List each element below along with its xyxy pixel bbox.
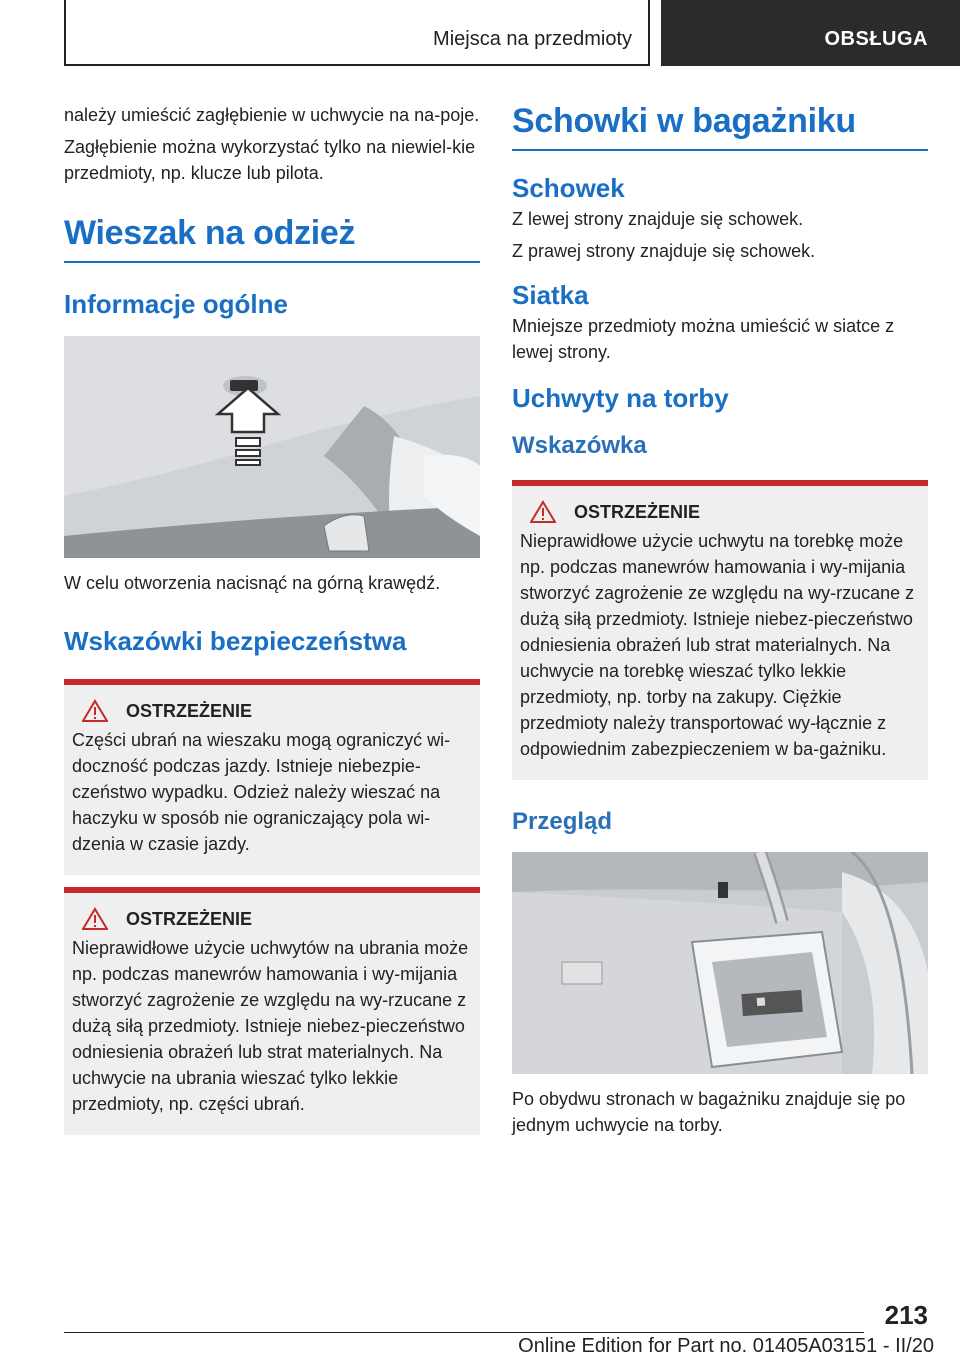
page-number: 213 bbox=[884, 1300, 928, 1330]
warning-header bbox=[72, 907, 470, 931]
trunk-image bbox=[512, 852, 928, 1074]
heading-safety: Wskazówki bezpieczeństwa bbox=[64, 626, 407, 656]
warning-box-2 bbox=[64, 887, 480, 1135]
chapter-tab bbox=[661, 0, 960, 66]
coat-hook-illustration bbox=[64, 336, 480, 558]
heading-trunk-storage: Schowki w bagażniku bbox=[512, 102, 928, 151]
trunk-illustration bbox=[512, 852, 928, 1074]
warning-title: OSTRZEŻENIE bbox=[126, 908, 253, 929]
heading-hint: Wskazówka bbox=[512, 432, 647, 459]
left-column bbox=[64, 96, 480, 1135]
heading-net: Siatka bbox=[512, 280, 589, 310]
compartment-paragraph-1: Z lewej strony znajduje się schowek. bbox=[512, 209, 804, 229]
heading-coat-hook: Wieszak na odzież bbox=[64, 214, 480, 263]
warning-triangle-icon bbox=[82, 907, 108, 931]
warning-text: Części ubrań na wieszaku mogą ograniczyć wi-doczność podczas jazdy. Istnieje niebezpie-czeństwo wypadku. Odzież należy wieszać na haczyku w sposób nie ograniczający pola wi-dzenia w czasie jazdy. bbox=[72, 730, 451, 854]
footer-divider bbox=[64, 1332, 864, 1333]
heading-bag-hooks: Uchwyty na torby bbox=[512, 383, 729, 413]
warning-triangle-icon bbox=[82, 699, 108, 723]
page-header bbox=[64, 0, 960, 66]
intro-paragraph-2: Zagłębienie można wykorzystać tylko na niewiel-kie przedmioty, np. klucze lub pilota. bbox=[64, 137, 476, 183]
right-column bbox=[512, 96, 928, 1138]
net-paragraph: Mniejsze przedmioty można umieścić w siatce z lewej strony. bbox=[512, 316, 895, 362]
chapter-title: OBSŁUGA bbox=[824, 28, 928, 50]
compartment-paragraph-2: Z prawej strony znajduje się schowek. bbox=[512, 241, 816, 261]
warning-text: Nieprawidłowe użycie uchwytów na ubrania może np. podczas manewrów hamowania i wy-mijania stworzyć zagrożenie ze względu na wy-rzucane z dużą siłą przedmioty. Istnieje niebez-pieczeństwo odniesienia obrażeń lub strat materialnych. Na uchwycie na ubrania wieszać tylko lekkie przedmioty, np. części ubrań. bbox=[72, 938, 469, 1114]
warning-box-1 bbox=[64, 679, 480, 875]
warning-box-bag bbox=[512, 480, 928, 780]
section-tab bbox=[64, 0, 650, 66]
warning-title: OSTRZEŻENIE bbox=[126, 700, 253, 721]
warning-header bbox=[72, 699, 470, 723]
warning-header bbox=[520, 500, 918, 524]
warning-title: OSTRZEŻENIE bbox=[574, 501, 701, 522]
overview-caption: Po obydwu stronach w bagażniku znajduje się po jednym uchwycie na torby. bbox=[512, 1089, 906, 1135]
section-title: Miejsca na przedmioty bbox=[433, 28, 632, 50]
image-caption: W celu otworzenia nacisnąć na górną krawędź. bbox=[64, 573, 441, 593]
edition-note: Online Edition for Part no. 01405A03151 - II/20 bbox=[518, 1335, 934, 1357]
coat-hook-image bbox=[64, 336, 480, 558]
intro-paragraph-1: należy umieścić zagłębienie w uchwycie na na-poje. bbox=[64, 105, 480, 125]
warning-text: Nieprawidłowe użycie uchwytu na torebkę może np. podczas manewrów hamowania i wy-mijania stworzyć zagrożenie ze względu na wy-rzucane z dużą siłą przedmioty. Istnieje niebez-pieczeństwo odniesienia obrażeń lub strat materialnych. Na uchwycie na torebkę wieszać tylko lekkie przedmioty, np. torby na zakupy. Ciężkie przedmioty należy transportować wy-łącznie z odpowiednim zabezpieczeniem w ba-gażniku. bbox=[520, 531, 915, 759]
heading-general-info: Informacje ogólne bbox=[64, 289, 288, 319]
heading-compartment: Schowek bbox=[512, 173, 625, 203]
heading-overview: Przegląd bbox=[512, 808, 613, 835]
warning-triangle-icon bbox=[530, 500, 556, 524]
